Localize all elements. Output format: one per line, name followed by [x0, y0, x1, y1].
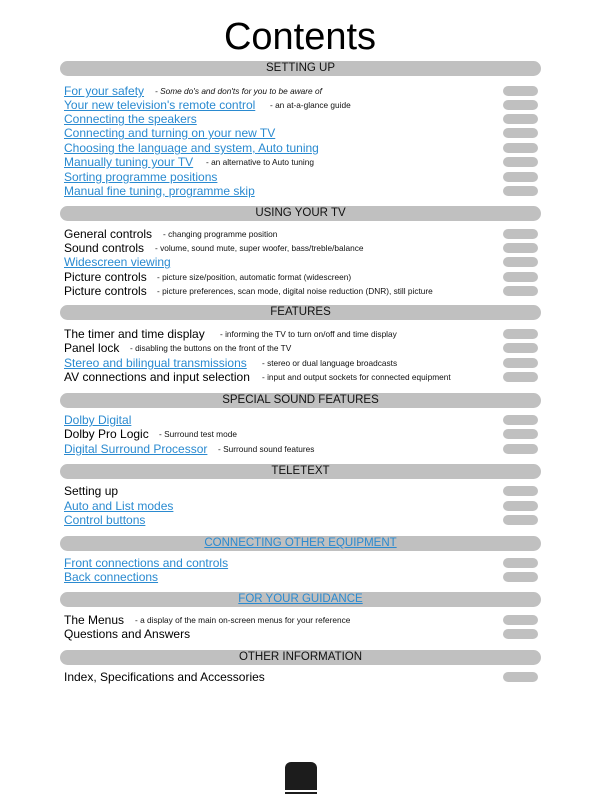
page-number-placeholder: [503, 86, 538, 96]
section-header: [60, 650, 541, 665]
section-header-label: FEATURES: [270, 306, 331, 318]
toc-label: AV connections and input selection: [64, 370, 250, 384]
section-header[interactable]: [60, 536, 541, 551]
page-number-placeholder: [503, 128, 538, 138]
page-number-placeholder: [503, 501, 538, 511]
toc-entry: [64, 126, 540, 140]
toc-label: Dolby Pro Logic: [64, 427, 149, 441]
page-number-placeholder: [503, 486, 538, 496]
toc-entry: [64, 499, 540, 513]
toc-description: - picture size/position, automatic format (widescreen): [157, 272, 352, 282]
toc-entry: [64, 98, 540, 112]
section-header-label[interactable]: FOR YOUR GUIDANCE: [238, 593, 363, 605]
toc-description: - a display of the main on-screen menus for your reference: [135, 615, 351, 625]
toc-label: Questions and Answers: [64, 627, 191, 641]
page-number-placeholder: [503, 358, 538, 368]
toc-link[interactable]: Front connections and controls: [64, 556, 229, 570]
toc-entry: [64, 442, 540, 456]
toc-description: - Surround test mode: [159, 429, 237, 439]
toc-entry: [64, 227, 540, 241]
section-header[interactable]: [60, 592, 541, 607]
toc-entry: [64, 327, 540, 341]
page-number-placeholder: [503, 286, 538, 296]
toc-entry: [64, 270, 540, 284]
toc-entry: [64, 284, 540, 298]
toc-label: Panel lock: [64, 341, 120, 355]
page-number-placeholder: [503, 172, 538, 182]
toc-entry: [64, 255, 540, 269]
page-tab-marker: [285, 762, 317, 790]
toc-entry: [64, 84, 540, 98]
page-number-placeholder: [503, 114, 538, 124]
toc-description: - disabling the buttons on the front of the TV: [130, 343, 292, 353]
toc-link[interactable]: Control buttons: [64, 513, 146, 527]
toc-entry: [64, 513, 540, 527]
page-number-placeholder: [503, 100, 538, 110]
page-number-placeholder: [503, 329, 538, 339]
section-header-label: OTHER INFORMATION: [238, 651, 363, 663]
toc-label: General controls: [64, 227, 153, 241]
toc-link[interactable]: Choosing the language and system, Auto tuning: [64, 141, 319, 155]
toc-link[interactable]: Stereo and bilingual transmissions: [64, 356, 247, 370]
page-number-placeholder: [503, 415, 538, 425]
toc-entry: [64, 170, 540, 184]
toc-entry: [64, 484, 540, 498]
section-header-label: USING YOUR TV: [255, 207, 346, 219]
toc-entry: [64, 627, 540, 641]
toc-link[interactable]: Digital Surround Processor: [64, 442, 208, 456]
section-header: [60, 305, 541, 320]
page-number-placeholder: [503, 429, 538, 439]
section-header-label: SETTING UP: [265, 62, 335, 74]
page-number-placeholder: [503, 186, 538, 196]
toc-link[interactable]: Connecting and turning on your new TV: [64, 126, 276, 140]
page-number-placeholder: [503, 272, 538, 282]
section-header-label[interactable]: CONNECTING OTHER EQUIPMENT: [204, 537, 397, 549]
toc-entry: [64, 241, 540, 255]
toc-entry: [64, 184, 540, 198]
toc-label: The timer and time display: [64, 327, 205, 341]
toc-entry: [64, 613, 540, 627]
toc-label: Sound controls: [64, 241, 145, 255]
toc-entry: [64, 341, 540, 355]
toc-link[interactable]: Your new television's remote control: [64, 98, 256, 112]
page-number-placeholder: [503, 444, 538, 454]
page-number-placeholder: [503, 243, 538, 253]
toc-entry: [64, 155, 540, 169]
toc-entry: [64, 370, 540, 384]
toc-entry: [64, 556, 540, 570]
section-header-label: SPECIAL SOUND FEATURES: [222, 394, 379, 406]
page-number-placeholder: [503, 672, 538, 682]
toc-label: Setting up: [64, 484, 119, 498]
section-header: [60, 464, 541, 479]
toc-link[interactable]: Widescreen viewing: [64, 255, 171, 269]
page-number-placeholder: [503, 515, 538, 525]
toc-description: - picture preferences, scan mode, digital noise reduction (DNR), still picture: [157, 286, 433, 296]
page-number-placeholder: [503, 629, 538, 639]
toc-description: - informing the TV to turn on/off and time display: [220, 329, 397, 339]
toc-description: - changing programme position: [163, 229, 278, 239]
toc-link[interactable]: Auto and List modes: [64, 499, 174, 513]
page-number-placeholder: [503, 157, 538, 167]
page-number-placeholder: [503, 257, 538, 267]
toc-label: Picture controls: [64, 270, 147, 284]
page-tab-underline: [285, 792, 317, 794]
toc-entry: [64, 112, 540, 126]
toc-description: - volume, sound mute, super woofer, bass/treble/balance: [155, 243, 364, 253]
page-number-placeholder: [503, 143, 538, 153]
toc-label: The Menus: [64, 613, 125, 627]
page-number-placeholder: [503, 343, 538, 353]
toc-link[interactable]: Manually tuning your TV: [64, 155, 194, 169]
section-header-label: TELETEXT: [271, 465, 330, 477]
toc-entry: [64, 570, 540, 584]
toc-label: Picture controls: [64, 284, 147, 298]
toc-description: - Surround sound features: [218, 444, 315, 454]
toc-entry: [64, 413, 540, 427]
toc-description: - an alternative to Auto tuning: [206, 157, 314, 167]
toc-link[interactable]: Manual fine tuning, programme skip: [64, 184, 255, 198]
page-number-placeholder: [503, 572, 538, 582]
toc-link[interactable]: Connecting the speakers: [64, 112, 197, 126]
toc-link[interactable]: Sorting programme positions: [64, 170, 218, 184]
toc-link[interactable]: Dolby Digital: [64, 413, 132, 427]
toc-description: - input and output sockets for connected equipment: [262, 372, 451, 382]
page-number-placeholder: [503, 558, 538, 568]
toc-entry: [64, 356, 540, 370]
toc-label: Index, Specifications and Accessories: [64, 670, 265, 684]
section-header: [60, 393, 541, 408]
toc-link[interactable]: Back connections: [64, 570, 159, 584]
page-number-placeholder: [503, 615, 538, 625]
toc-entry: [64, 427, 540, 441]
page-number-placeholder: [503, 229, 538, 239]
toc-description: - stereo or dual language broadcasts: [262, 358, 398, 368]
section-header: [60, 206, 541, 221]
toc-entry: [64, 141, 540, 155]
page-number-placeholder: [503, 372, 538, 382]
toc-entry: [64, 670, 540, 684]
toc-description: - Some do's and don'ts for you to be aware of: [155, 86, 322, 96]
section-header: [60, 61, 541, 76]
toc-link[interactable]: For your safety: [64, 84, 145, 98]
page-title: Contents: [223, 16, 377, 58]
toc-description: - an at-a-glance guide: [270, 100, 351, 110]
